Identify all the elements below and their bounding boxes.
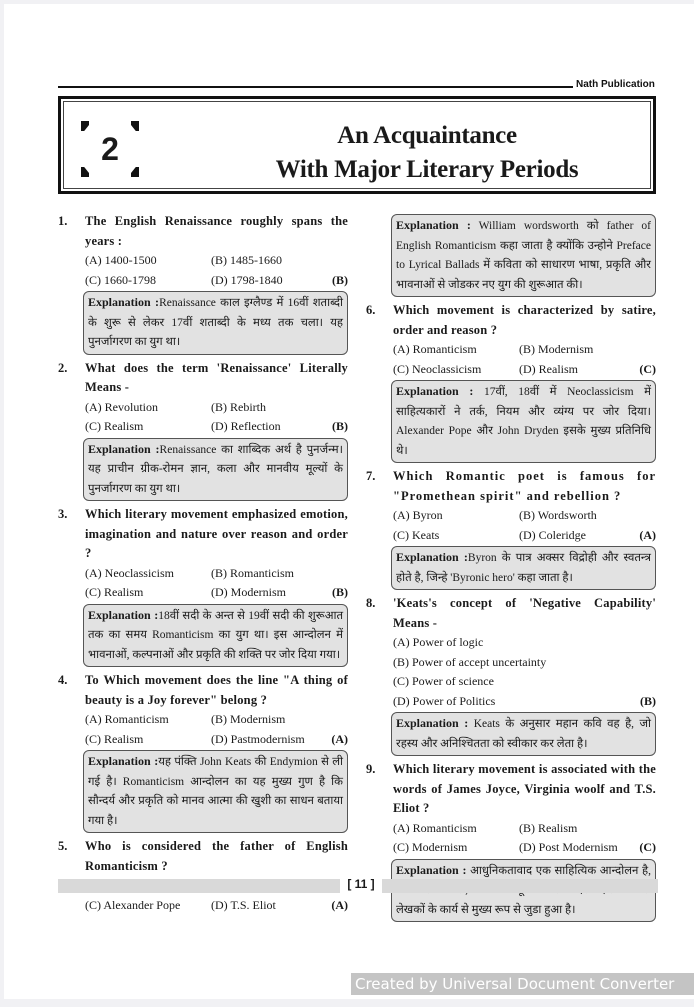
options-list — [393, 633, 656, 711]
chapter-header-box — [58, 96, 656, 194]
question-item — [58, 359, 348, 502]
answer-key: (B) — [332, 585, 348, 599]
explanation-box — [83, 604, 348, 668]
question-text: The English Renaissance roughly spans the years : — [85, 214, 348, 248]
explanation-box — [391, 712, 656, 756]
option-b: (B) Modernism — [519, 342, 594, 356]
explanation-box — [391, 380, 656, 463]
explanation-text: William wordsworth को father of English Romanticism कहा जाता है क्योंकि उन्होने Preface to Lyrical Ballads में कविता को साधारण भाषा, प्रकृति और भावनाओं से जोडकर नए युग की शुरूआत की। — [396, 220, 652, 291]
explanation-box — [83, 291, 348, 355]
publisher-name: Nath Publication — [576, 79, 655, 90]
answer-key: (A) — [639, 527, 656, 542]
explanation-text: Renaissance काल इग्लैण्ड में 16वीं शताब्दी के शुरू से लेकर 17वीं शताब्दी के मध्य तक चला। यह पुनर्जागरण का युग था। — [88, 297, 343, 348]
answer-key: (A) — [331, 897, 348, 912]
option-a: (A) Neoclassicism — [85, 565, 174, 580]
options-list — [85, 398, 348, 437]
explanation-label: Explanation : — [396, 550, 468, 564]
question-text: Who is considered the father of English Romanticism ? — [85, 839, 348, 873]
chapter-title-line-1: An Acquaintance — [337, 122, 517, 149]
chapter-number: 2 — [101, 131, 119, 167]
explanation-label: Explanation : — [396, 716, 469, 730]
question-number: 1. — [58, 214, 68, 228]
option-b: (B) Romanticism — [211, 565, 294, 580]
question-item — [58, 837, 348, 915]
question-item — [58, 671, 348, 833]
chapter-title — [211, 119, 643, 187]
option-c: (C) Realism — [85, 731, 144, 746]
explanation-text: 17वीं, 18वीं में Neoclassicism में साहित्यकारों ने तर्क, नियम और व्यंग्य पर जोर दिया। Alexander Pope और John Dryden इसके मुख्य प्रतिनिधि थे। — [396, 386, 651, 457]
answer-key: (C) — [639, 840, 656, 854]
explanation-label: Explanation : — [88, 295, 160, 309]
explanation-text: यह पंक्ति John Keats की Endymion से ली गई है। Romanticism आन्दोलन का यह मुख्य गुण है कि सौन्दर्य और प्रकृति को मानव आत्मा की खुशी का साधन बताया गया है। — [88, 756, 343, 827]
answer-key: (B) — [332, 272, 348, 287]
question-number: 6. — [366, 303, 376, 317]
option-b: (B) Wordsworth — [519, 508, 597, 522]
options-list — [393, 506, 656, 545]
question-item — [366, 760, 656, 922]
answer-key: (B) — [332, 419, 348, 433]
chapter-number-badge — [81, 121, 139, 177]
right-column — [366, 214, 656, 926]
option-c: (C) Neoclassicism — [393, 361, 482, 376]
option-b: (B) 1485-1660 — [211, 253, 282, 267]
option-d: (D) Post Modernism — [519, 840, 618, 854]
question-number: 5. — [58, 839, 68, 853]
explanation-label: Explanation : — [88, 607, 159, 622]
option-a: (A) Power of logic — [393, 635, 484, 649]
question-item — [58, 505, 348, 667]
header-rule — [58, 86, 573, 88]
options-list — [393, 340, 656, 379]
footer-bar-right — [382, 879, 658, 893]
explanation-label: Explanation : — [396, 218, 471, 232]
explanation-label: Explanation : — [88, 441, 160, 456]
explanation-box — [83, 438, 348, 502]
explanation-text: 18वीं सदी के अन्त से 19वीं सदी की शुरूआत तक का समय Romanticism का युग था। इस आन्दोलन में भावनाओं, कल्पनाओं और प्रकृति की शक्ति पर जोर दिया गया। — [88, 609, 343, 661]
option-b: (B) Modernism — [211, 712, 286, 726]
question-number: 7. — [366, 469, 376, 483]
options-list — [393, 819, 656, 858]
explanation-text: Keats के अनुसार महान कवि वह है, जो रहस्य और अनिश्चितता को स्वीकार कर लेता है। — [396, 718, 652, 750]
option-a: (A) Romanticism — [85, 712, 169, 726]
options-list — [85, 251, 348, 290]
question-text: Which literary movement emphasized emotion, imagination and nature over reason and order ? — [85, 507, 348, 560]
option-b: (B) Power of accept uncertainty — [393, 654, 547, 669]
explanation-box — [391, 214, 656, 297]
option-c: (C) Modernism — [393, 840, 468, 854]
explanation-text: आधुनिकतावाद एक साहित्यिक आन्दोलन है, लेखकों के कार्य से मुख्य रूप से जुडा हुआ है। — [396, 864, 651, 916]
question-item — [366, 467, 656, 590]
option-a: (A) Romanticism — [393, 342, 477, 356]
question-item — [58, 212, 348, 355]
question-number: 4. — [58, 673, 68, 687]
option-d: (D) Realism — [519, 361, 578, 376]
question-number: 2. — [58, 360, 68, 375]
explanation-label: Explanation : — [396, 862, 467, 877]
option-b: (B) Realism — [519, 820, 578, 835]
option-c: (C) Realism — [85, 419, 144, 433]
question-text: 'Keats's concept of 'Negative Capability' Means - — [393, 596, 656, 630]
option-a: (A) Revolution — [85, 399, 158, 414]
option-c: (C) 1660-1798 — [85, 272, 156, 287]
option-d: (D) Reflection — [211, 419, 281, 433]
option-a: (A) Romanticism — [393, 820, 477, 835]
page-number: [ 11 ] — [347, 877, 375, 891]
answer-key: (A) — [331, 731, 348, 746]
explanation-text: Byron के पात्र अक्सर विद्रोही और स्वतन्त्र होते है, जिन्हे 'Byronic hero' कहा जाता है। — [396, 552, 651, 584]
explanation-label: Explanation : — [396, 384, 474, 398]
explanation-box — [83, 750, 348, 833]
question-text: Which literary movement is associated with the words of James Joyce, Virginia woolf and T.S. Eliot ? — [393, 762, 656, 815]
question-number: 9. — [366, 762, 376, 776]
explanation-label: Explanation : — [88, 754, 159, 768]
option-d: (D) T.S. Eliot — [211, 897, 276, 912]
option-d: (D) 1798-1840 — [211, 272, 283, 287]
question-text: Which Romantic poet is famous for "Promethean spirit" and rebellion ? — [393, 469, 656, 503]
option-d: (D) Modernism — [211, 585, 286, 599]
answer-key: (C) — [639, 361, 656, 376]
option-c: (C) Realism — [85, 585, 144, 599]
question-number: 8. — [366, 596, 376, 610]
chapter-title-line-2: With Major Literary Periods — [275, 156, 579, 183]
question-item-continued — [366, 214, 656, 297]
option-d: (D) Power of Politics — [393, 693, 496, 708]
option-c: (C) Power of science — [393, 674, 494, 688]
option-d: (D) Pastmodernism — [211, 731, 305, 746]
explanation-text: Renaissance का शाब्दिक अर्थ है पुनर्जन्म। यह प्राचीन ग्रीक-रोमन ज्ञान, कला और मानवीय मूल्यों के पुनर्जागरण का युग था। — [88, 443, 343, 495]
question-item — [366, 301, 656, 463]
option-a: (A) 1400-1500 — [85, 253, 157, 267]
question-text: Which movement is characterized by satire, order and reason ? — [393, 303, 656, 337]
question-item — [366, 594, 656, 756]
option-d: (D) Coleridge — [519, 527, 586, 542]
options-list — [85, 710, 348, 749]
question-text: What does the term 'Renaissance' Literally Means - — [85, 360, 348, 394]
question-number: 3. — [58, 507, 68, 521]
footer-bar-left — [58, 879, 340, 893]
converter-watermark: Created by Universal Document Converter — [351, 973, 694, 995]
option-c: (C) Keats — [393, 527, 440, 542]
explanation-box — [391, 546, 656, 590]
left-column — [58, 212, 348, 917]
option-a: (A) Byron — [393, 508, 443, 522]
options-list — [85, 564, 348, 603]
option-c: (C) Alexander Pope — [85, 897, 181, 912]
answer-key: (B) — [640, 693, 656, 708]
option-b: (B) Rebirth — [211, 399, 266, 414]
question-text: To Which movement does the line "A thing of beauty is a Joy forever" belong ? — [85, 673, 348, 707]
